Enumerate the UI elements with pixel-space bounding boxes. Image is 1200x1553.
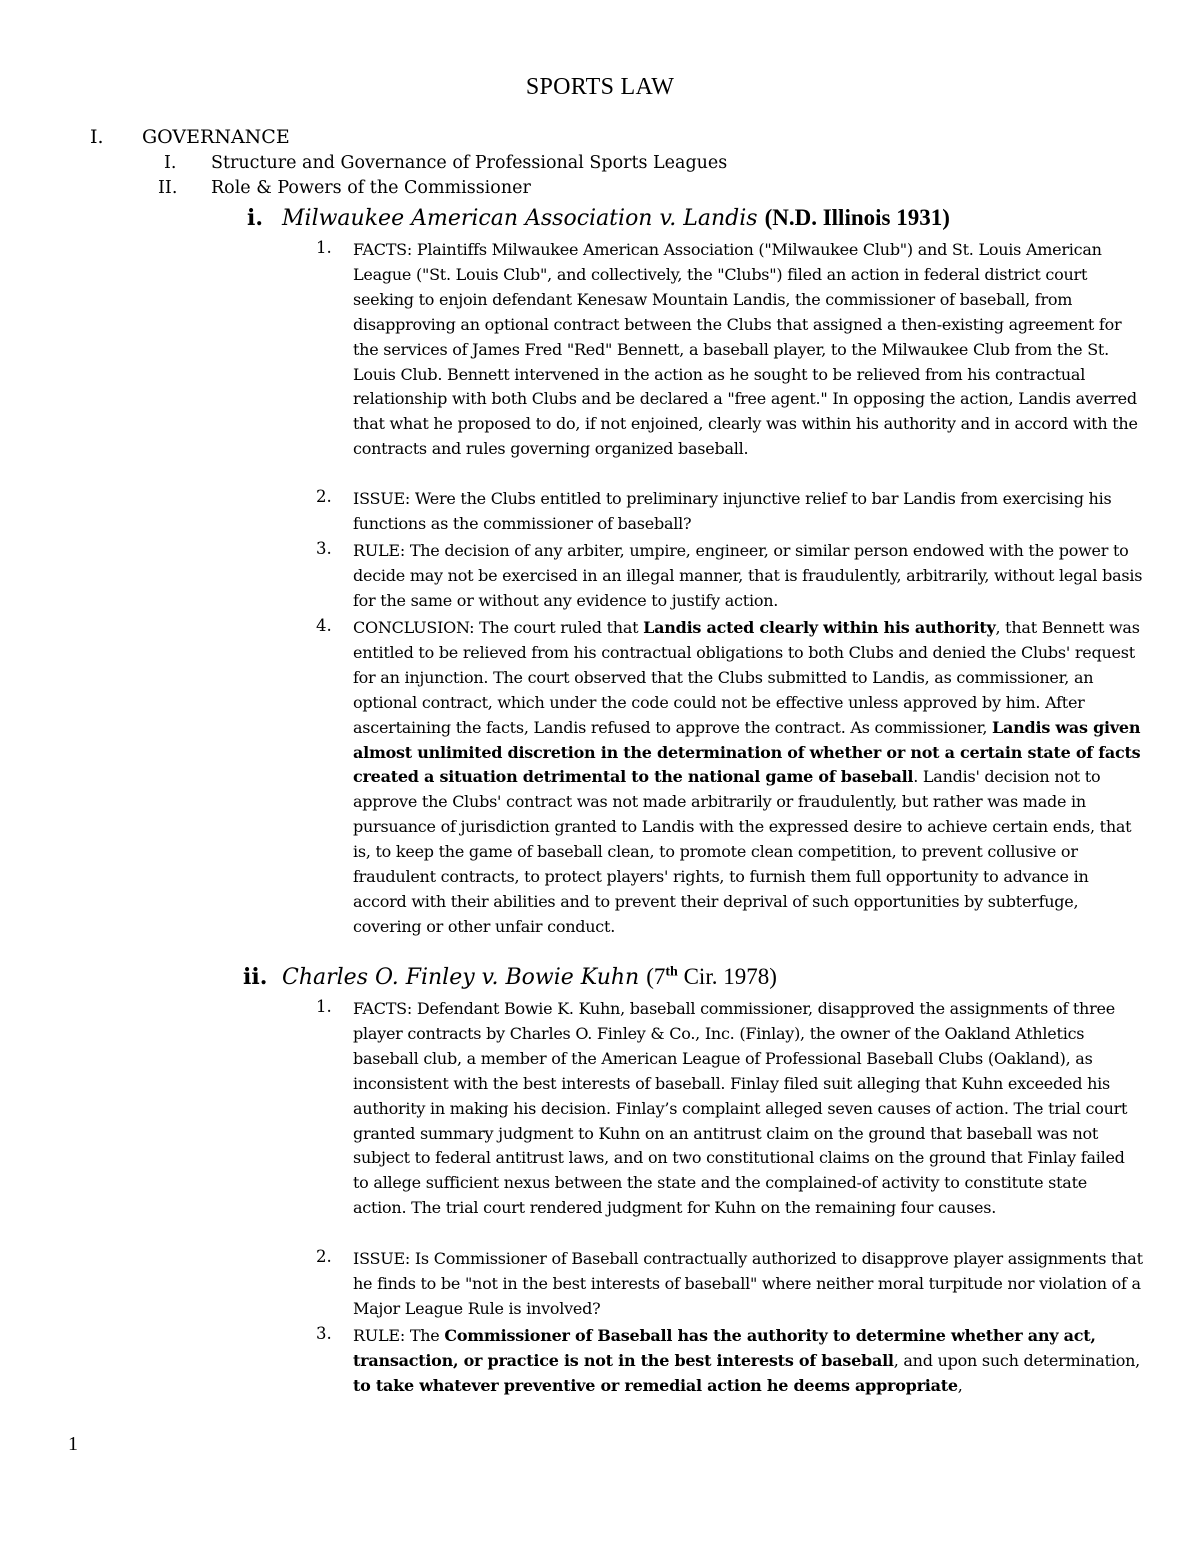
bold-holding: Landis acted clearly within his authority xyxy=(643,618,996,637)
item-number: 3. xyxy=(316,1324,332,1343)
item-text: RULE: The decision of any arbiter, umpire, engineer, or similar person endowed with the power to decide may not be exercised in an illegal manner, that is fraudulently, arbitrarily, without legal basis for the same or without any evidence to justify action. xyxy=(353,541,1143,610)
case-name: Charles O. Finley v. Bowie Kuhn (7th Cir. 1978) xyxy=(282,964,777,990)
case-name: Milwaukee American Association v. Landis (N.D. Illinois 1931) xyxy=(282,205,950,231)
item-text: FACTS: Plaintiffs Milwaukee American Association ("Milwaukee Club") and St. Louis American League ("St. Louis Club", and collectively, the "Clubs") filed an action in federal district court seeking to enjoin defendant Kenesaw Mountain Landis, the commissioner of baseball, from disapproving an optional contract between the Clubs that assigned a then-existing agreement for the services of James Fred "Red" Bennett, a baseball player, to the Milwaukee Club from the St. Louis Club. Bennett intervened in the action as he sought to be relieved from his contractual relationship with both Clubs and be declared a "free agent." In opposing the action, Landis averred that what he proposed to do, if not enjoined, clearly was within his authority and in accord with the contracts and rules governing organized baseball. xyxy=(353,240,1138,459)
item-text: ISSUE: Is Commissioner of Baseball contractually authorized to disapprove player assignments that he finds to be "not in the best interests of baseball" where neither moral turpitude nor violation of a Major League Rule is involved? xyxy=(353,1249,1143,1318)
item-number: 2. xyxy=(316,487,332,506)
item-number: 3. xyxy=(316,539,332,558)
outline-sub-label: Structure and Governance of Professional Sports Leagues xyxy=(211,153,728,173)
outline-level1-label: GOVERNANCE xyxy=(142,126,290,148)
item-text: CONCLUSION: The court ruled that Landis acted clearly within his authority, that Bennett was entitled to be relieved from his contractual obligations to both Clubs and denied the Clubs' request for an injunction. The court observed that the Clubs submitted to Landis, as commissioner, an optional contract, which under the code could not be effective unless approved by him. After ascertaining the facts, Landis refused to approve the contract. As commissioner, Landis was given almost unlimited discretion in the determination of whether or not a certain state of facts created a situation detrimental to the national game of baseball. Landis' decision not to approve the Clubs' contract was not made arbitrarily or fraudulently, but rather was made in pursuance of jurisdiction granted to Landis with the expressed desire to achieve certain ends, that is, to keep the game of baseball clean, to promote clean competition, to prevent collusive or fraudulent contracts, to protect players' rights, to furnish them full opportunity to advance in accord with their abilities and to prevent their deprival of such opportunities by subterfuge, covering or other unfair conduct. xyxy=(353,618,1141,936)
item-text: FACTS: Defendant Bowie K. Kuhn, baseball commissioner, disapproved the assignments of three player contracts by Charles O. Finley & Co., Inc. (Finlay), the owner of the Oakland Athletics baseball club, a member of the American League of Professional Baseball Clubs (Oakland), as inconsistent with the best interests of baseball. Finlay filed suit alleging that Kuhn exceeded his authority in making his decision. Finlay’s complaint alleged seven causes of action. The trial court granted summary judgment to Kuhn on an antitrust claim on the ground that baseball was not subject to federal antitrust laws, and on two constitutional claims on the ground that Finlay failed to allege sufficient nexus between the state and the complained-of activity to constitute state action. The trial court rendered judgment for Kuhn on the remaining four causes. xyxy=(353,999,1128,1218)
item-number: 4. xyxy=(316,616,332,635)
outline-sub-number: II. xyxy=(158,178,178,198)
page-number: 1 xyxy=(68,1433,78,1455)
case-court: (N.D. Illinois 1931) xyxy=(764,205,950,230)
case-number: i. xyxy=(247,205,264,231)
bold-holding: to take whatever preventive or remedial action he deems appropriate xyxy=(353,1375,958,1395)
outline-sub-number: I. xyxy=(164,153,177,173)
document-title: SPORTS LAW xyxy=(525,74,675,100)
item-text: ISSUE: Were the Clubs entitled to preliminary injunctive relief to bar Landis from exercising his functions as the commissioner of baseball? xyxy=(353,489,1112,533)
bold-holding: Landis was given almost unlimited discretion in the determination of whether or not a certain state of facts created a situation detrimental to the national game of baseball xyxy=(353,717,1141,787)
item-number: 1. xyxy=(316,997,332,1016)
item-number: 1. xyxy=(316,238,332,257)
item-number: 2. xyxy=(316,1247,332,1266)
case-court: (7th Cir. 1978) xyxy=(646,964,777,989)
bold-holding: Commissioner of Baseball has the authority to determine whether any act, transaction, or practice is not in the best interests of baseball xyxy=(353,1326,1096,1370)
outline-sub-label: Role & Powers of the Commissioner xyxy=(211,178,531,198)
item-text: RULE: The Commissioner of Baseball has the authority to determine whether any act, transaction, or practice is not in the best interests of baseball, and upon such determination, to take whatever preventive or remedial action he deems appropriate, xyxy=(353,1326,1140,1395)
outline-level1-number: I. xyxy=(90,126,104,148)
case-number: ii. xyxy=(243,964,268,990)
